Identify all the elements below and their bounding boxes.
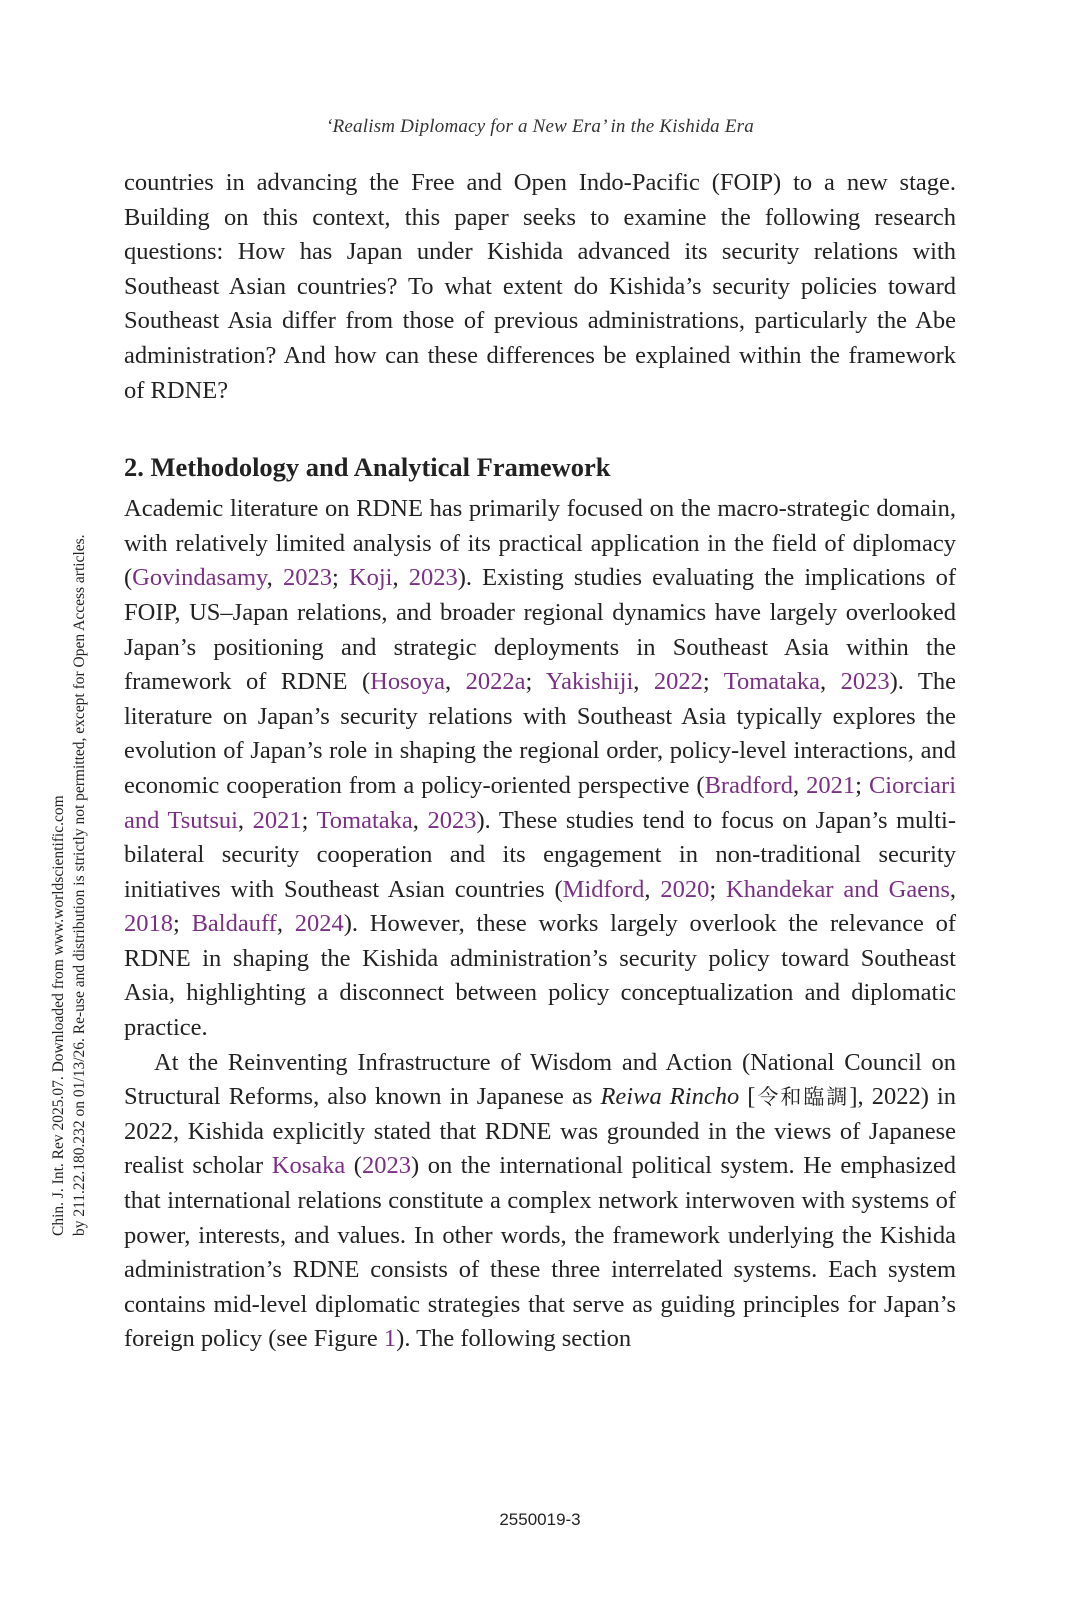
citation-link[interactable]: 2023 [840, 668, 890, 696]
citation-link[interactable]: 2018 [124, 910, 173, 938]
citation-link[interactable]: 2022a [465, 668, 526, 696]
citation-link[interactable]: Yakishiji [545, 668, 634, 696]
citation-link[interactable]: 2023 [408, 564, 458, 592]
citation-link[interactable]: Hosoya [370, 668, 446, 696]
intro-paragraph: countries in advancing the Free and Open Indo-Pacific (FOIP) to a new stage. Building on this context, this paper seeks to examine the following research questions: How has Japan under Kishida advanced its security relations with Southeast Asian countries? To what extent do Kishida’s security policies toward Southeast Asia differ from those of previous administrations, particularly the Abe administration? And how can these differences be explained within the framework of RDNE? [124, 169, 956, 404]
section-heading: 2. Methodology and Analytical Framework [124, 452, 611, 483]
citation-link[interactable]: 2023 [361, 1152, 411, 1180]
running-head: ‘Realism Diplomacy for a New Era’ in the Kishida Era [326, 116, 754, 137]
citation-link[interactable]: Khandekar and Gaens [726, 875, 950, 903]
citation-link[interactable]: 2023 [427, 806, 477, 834]
japanese-term: 令和臨調 [755, 1085, 850, 1110]
download-notice [48, 396, 90, 1236]
citation-link[interactable]: Tomataka [316, 806, 413, 834]
citation-link[interactable]: Tomataka [723, 668, 820, 696]
citation-link[interactable]: Midford [562, 875, 645, 903]
citation-link[interactable]: Baldauff [191, 910, 277, 938]
paragraph-reiwa-rincho: At the Reinventing Infrastructure of Wisdom and Action (National Council on Structural Reforms, also known in Japanese as Reiwa Rincho [令和臨調], 2022) in 2022, Kishida explicitly stated that RDNE was grounded in the views of Japanese realist scholar Kosaka (2023) on the international political system. He emphasized that international relations constitute a complex network interwoven with systems of power, interests, and values. In other words, the framework underlying the Kishida administration’s RDNE consists of these three interrelated systems. Each system contains mid-level diplomatic strategies that serve as guiding principles for Japan’s foreign policy (see Figure 1). The following section [124, 1048, 956, 1353]
citation-link[interactable]: 2024 [294, 910, 344, 938]
citation-link[interactable]: 2020 [660, 875, 710, 903]
article-body [124, 166, 956, 1357]
download-notice-line-2: by 211.22.180.232 on 01/13/26. Re-use and distribution is strictly not permitted, except for Open Access articles. [71, 534, 88, 1236]
paragraph-literature-review: Academic literature on RDNE has primarily focused on the macro-strategic domain, with relatively limited analysis of its practical application in the field of diplomacy (Govindasamy, 2023; Koji, 2023). Existing studies evaluating the implications of FOIP, US–Japan relations, and broader regional dynamics have largely overlooked Japan’s positioning and strategic deployments in Southeast Asia within the framework of RDNE (Hosoya, 2022a; Yakishiji, 2022; Tomataka, 2023). The literature on Japan’s security relations with Southeast Asia typically explores the evolution of Japan’s role in shaping the regional order, policy-level interactions, and economic cooperation from a policy-oriented perspective (Bradford, 2021; Ciorciari and Tsutsui, 2021; Tomataka, 2023). These studies tend to focus on Japan’s multi-bilateral security cooperation and its engagement in non-traditional security initiatives with Southeast Asian countries (Midford, 2020; Khandekar and Gaens, 2018; Baldauff, 2024). However, these works largely overlook the relevance of RDNE in shaping the Kishida administration’s security policy toward Southeast Asia, highlighting a disconnect between policy conceptualization and diplomatic practice. [124, 495, 957, 1042]
citation-link[interactable]: 2022 [653, 668, 703, 696]
citation-link[interactable]: 2021 [806, 771, 856, 799]
citation-link[interactable]: 2023 [282, 564, 332, 592]
reiwa-rincho-term: Reiwa Rincho [600, 1083, 740, 1111]
citation-link[interactable]: Koji [348, 564, 393, 592]
page-number: 2550019-3 [499, 1510, 581, 1529]
citation-link[interactable]: 2021 [252, 806, 302, 834]
citation-link[interactable]: Ciorciari and Tsutsui [124, 771, 957, 834]
citation-link[interactable]: Bradford [704, 771, 794, 799]
citation-link[interactable]: Kosaka [271, 1152, 346, 1180]
citation-link[interactable]: Govindasamy [132, 564, 267, 592]
download-notice-line-1: Chin. J. Int. Rev 2025.07. Downloaded from www.worldscientific.com [50, 795, 67, 1236]
figure-reference-link[interactable]: 1 [383, 1325, 397, 1353]
